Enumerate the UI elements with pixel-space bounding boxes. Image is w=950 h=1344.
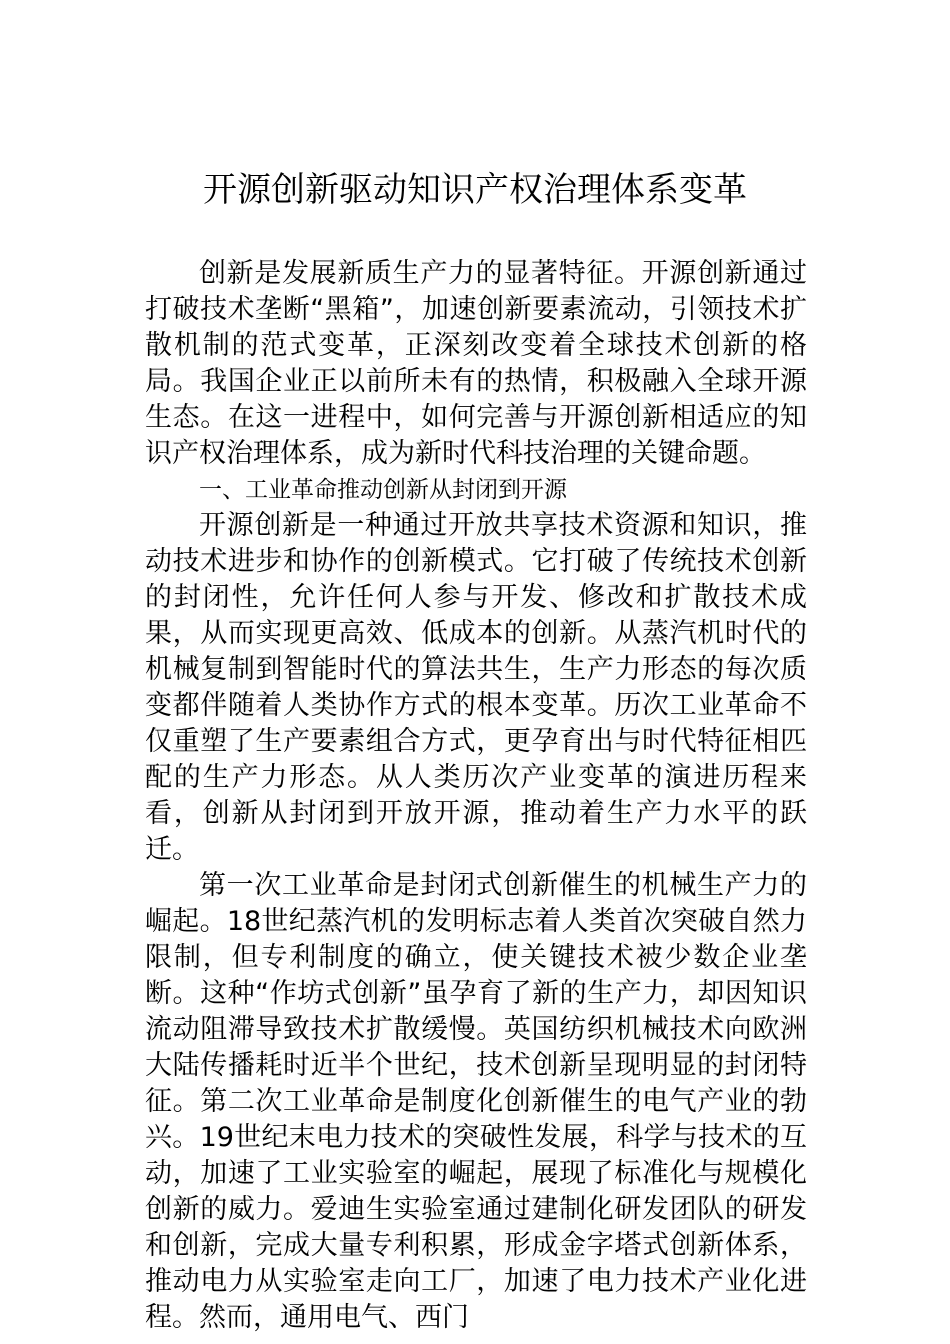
section-heading-1: 一、工业革命推动创新从封闭到开源 <box>199 477 567 503</box>
document-body <box>145 256 807 1336</box>
paragraph-intro: 创新是发展新质生产力的显著特征。开源创新通过打破技术垄断“黑箱”，加速创新要素流动，引领技术扩散机制的范式变革，正深刻改变着全球技术创新的格局。我国企业正以前所未有的热情，积极融入全球开源生态。在这一进程中，如何完善与开源创新相适应的知识产权治理体系，成为新时代科技治理的关键命题。 <box>145 258 807 469</box>
paragraph-industrial-revolutions: 第一次工业革命是封闭式创新催生的机械生产力的崛起。18世纪蒸汽机的发明标志着人类首次突破自然力限制，但专利制度的确立，使关键技术被少数企业垄断。这种“作坊式创新”虽孕育了新的生产力，却因知识流动阻滞导致技术扩散缓慢。英国纺织机械技术向欧洲大陆传播耗时近半个世纪，技术创新呈现明显的封闭特征。第二次工业革命是制度化创新催生的电气产业的勃兴。19世纪末电力技术的突破性发展，科学与技术的互动，加速了工业实验室的崛起，展现了标准化与规模化创新的威力。爱迪生实验室通过建制化研发团队的研发和创新，完成大量专利积累，形成金字塔式创新体系，推动电力从实验室走向工厂，加速了电力技术产业化进程。然而，通用电气、西门 <box>145 870 807 1333</box>
document-title: 开源创新驱动知识产权治理体系变革 <box>203 170 747 210</box>
paragraph-open-innovation: 开源创新是一种通过开放共享技术资源和知识，推动技术进步和协作的创新模式。它打破了传统技术创新的封闭性，允许任何人参与开发、修改和扩散技术成果，从而实现更高效、低成本的创新。从蒸汽机时代的机械复制到智能时代的算法共生，生产力形态的每次质变都伴随着人类协作方式的根本变革。历次工业革命不仅重塑了生产要素组合方式，更孕育出与时代特征相匹配的生产力形态。从人类历次产业变革的演进历程来看，创新从封闭到开放开源，推动着生产力水平的跃迁。 <box>145 510 807 865</box>
